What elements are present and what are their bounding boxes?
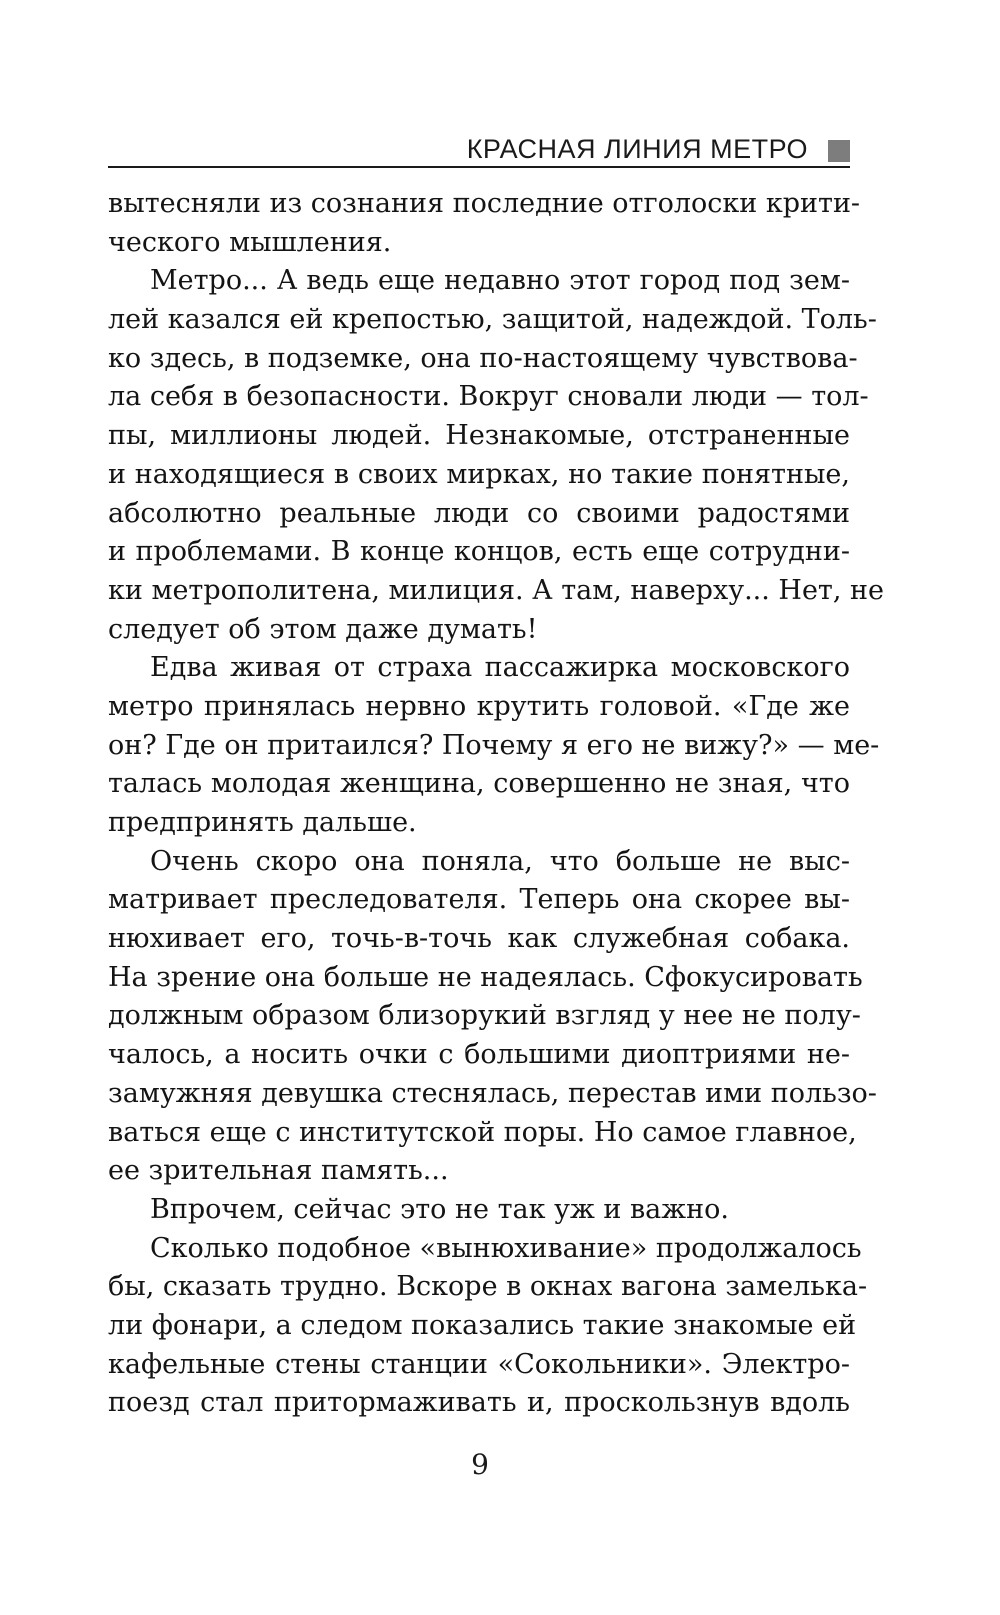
text-line: ко здесь, в подземке, она по-настоящему чувствова- (108, 342, 858, 374)
text-line: ее зрительная память... (108, 1155, 449, 1187)
header-rule (108, 166, 850, 168)
text-line: следует об этом даже думать! (108, 613, 538, 645)
text-line: бы, сказать трудно. Вскоре в окнах вагона замелька- (108, 1271, 868, 1303)
text-line: предпринять дальше. (108, 807, 417, 838)
text-line: ли фонари, а следом показались такие знакомые ей (108, 1309, 857, 1341)
text-line: должным образом близорукий взгляд у нее не полу- (108, 1000, 861, 1032)
text-line: талась молодая женщина, совершенно не зная, что (108, 768, 850, 800)
text-line: он? Где он притаился? Почему я его не вижу?» — ме- (108, 729, 880, 761)
body-text (108, 185, 885, 1423)
text-line: матривает преследователя. Теперь она скорее вы- (108, 884, 850, 916)
text-line: поезд стал притормаживать и, проскользнув вдоль (108, 1387, 850, 1419)
text-line: ваться еще с институтской поры. Но самое главное, (108, 1116, 857, 1148)
text-line: ки метрополитена, милиция. А там, наверху... Нет, не (108, 574, 885, 606)
text-line: вытесняли из сознания последние отголоски крити- (108, 188, 861, 219)
text-line: Впрочем, сейчас это не так уж и важно. (150, 1193, 729, 1225)
running-title: КРАСНАЯ ЛИНИЯ МЕТРО (466, 134, 808, 164)
text-line: Сколько подобное «вынюхивание» продолжалось (150, 1232, 862, 1264)
text-line: пы, миллионы людей. Незнакомые, отстраненные (108, 420, 850, 452)
text-line: ла себя в безопасности. Вокруг сновали люди — тол- (108, 381, 869, 413)
text-line: Едва живая от страха пассажирка московского (150, 652, 850, 684)
text-line: ческого мышления. (108, 226, 392, 258)
text-line: лей казался ей крепостью, защитой, надеждой. Толь- (108, 304, 877, 336)
text-line: Метро... А ведь еще недавно этот город под зем- (150, 265, 850, 297)
text-line: На зрение она больше не надеялась. Сфокусировать (108, 961, 863, 993)
text-line: и находящиеся в своих мирках, но такие понятные, (108, 458, 850, 490)
text-line: Очень скоро она поняла, что больше не выс- (150, 845, 850, 877)
text-line: чалось, а носить очки с большими диоптриями не- (108, 1039, 850, 1071)
page-number: 9 (471, 1448, 489, 1481)
text-line: нюхивает его, точь-в-точь как служебная собака. (108, 923, 850, 955)
text-line: метро принялась нервно крутить головой. «Где же (108, 690, 850, 722)
text-line: кафельные стены станции «Сокольники». Электро- (108, 1348, 850, 1380)
text-line: замужняя девушка стеснялась, перестав ими пользо- (108, 1077, 877, 1109)
running-header (108, 128, 850, 168)
text-line: и проблемами. В конце концов, есть еще сотрудни- (108, 536, 850, 568)
text-line: абсолютно реальные люди со своими радостями (108, 497, 850, 529)
header-square-ornament (828, 140, 850, 162)
